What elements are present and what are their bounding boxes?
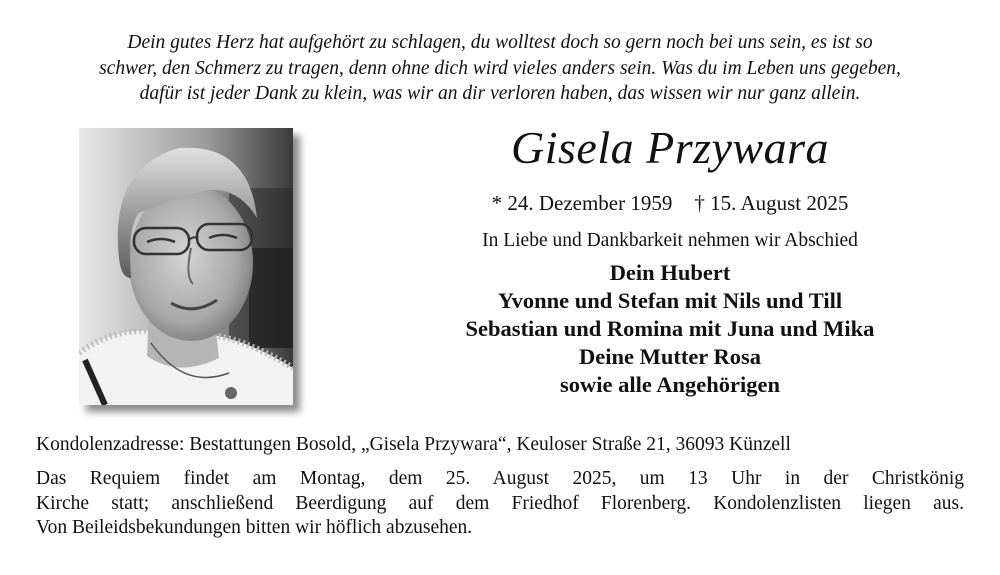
farewell-line: In Liebe und Dankbarkeit nehmen wir Abschied — [482, 230, 858, 251]
family-line: Sebastian und Romina mit Juna und Mika — [465, 316, 875, 341]
family-line: Deine Mutter Rosa — [578, 344, 762, 369]
memorial-poem — [20, 30, 980, 107]
poem-line: Dein gutes Herz hat aufgehört zu schlagen, du wolltest doch so gern noch bei uns sein, es ist so — [127, 32, 873, 53]
requiem-line: Von Beileidsbekundungen bitten wir höflich abzusehen. — [36, 517, 473, 538]
family-line: sowie alle Angehörigen — [560, 372, 780, 397]
requiem-line: Kirche statt; anschließend Beerdigung auf dem Friedhof Florenberg. Kondolenzlisten liegen aus. — [36, 492, 964, 514]
portrait-photo — [79, 128, 293, 405]
family-line: Yvonne und Stefan mit Nils und Till — [497, 288, 843, 313]
requiem-notice — [36, 467, 964, 541]
poem-line: dafür ist jeder Dank zu klein, was wir an dir verloren haben, das wissen wir nur ganz allein. — [139, 83, 861, 104]
family-line: Dein Hubert — [609, 260, 731, 285]
family-signatures — [400, 259, 940, 399]
condolence-address: Kondolenzadresse: Bestattungen Bosold, „Gisela Przywara“, Keuloser Straße 21, 36093 Künzell — [36, 434, 791, 455]
deceased-name: Gisela Przywara — [511, 122, 829, 173]
life-dates — [420, 190, 920, 216]
poem-line: schwer, den Schmerz zu tragen, denn ohne dich wird vieles anders sein. Was du im Leben uns gegeben, — [99, 57, 901, 79]
birth-date: * 24. Dezember 1959 — [491, 191, 673, 215]
death-date: † 15. August 2025 — [694, 191, 849, 215]
requiem-line: Das Requiem findet am Montag, dem 25. August 2025, um 13 Uhr in der Christkönig — [36, 468, 964, 489]
